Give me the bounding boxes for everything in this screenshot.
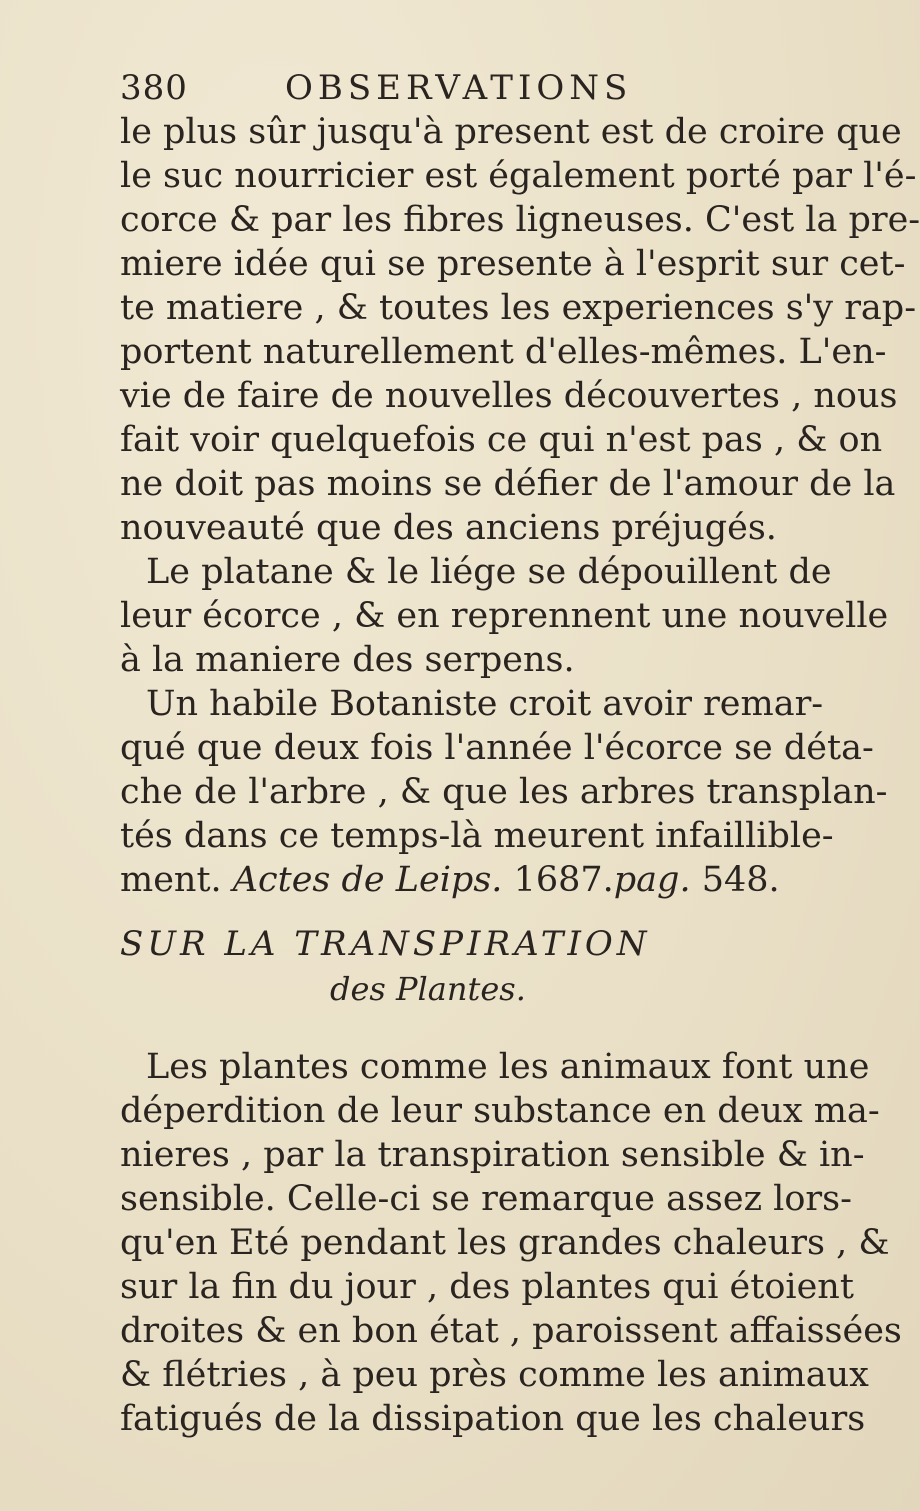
text-line: fatigués de la dissipation que les chaleurs xyxy=(120,1399,866,1439)
text-line: déperdition de leur substance en deux ma- xyxy=(120,1091,880,1131)
text-line: à la maniere des serpens. xyxy=(120,640,575,680)
running-title: OBSERVATIONS xyxy=(285,68,633,108)
text-line: sur la fin du jour , des plantes qui étoient xyxy=(120,1267,854,1307)
text-line: sensible. Celle-ci se remarque assez lors- xyxy=(120,1179,852,1219)
text-line: fait voir quelquefois ce qui n'est pas , & on xyxy=(120,420,883,460)
citation-page: 548. xyxy=(701,860,780,900)
citation-source: Actes de Leips. xyxy=(232,860,503,900)
text-line: corce & par les fibres ligneuses. C'est la pre- xyxy=(120,200,920,240)
text-line: Un habile Botaniste croit avoir remar- xyxy=(146,684,824,724)
text-line: droites & en bon état , paroissent affaissées xyxy=(120,1311,902,1351)
text-line: miere idée qui se presente à l'esprit sur cet- xyxy=(120,244,906,284)
text-line: portent naturellement d'elles-mêmes. L'en- xyxy=(120,332,887,372)
page-header xyxy=(120,66,790,110)
text-line: le suc nourricier est également porté par l'é- xyxy=(120,156,917,196)
text-line: leur écorce , & en reprennent une nouvelle xyxy=(120,596,889,636)
citation-lead: ment. xyxy=(120,860,222,900)
text-line: vie de faire de nouvelles découvertes , nous xyxy=(120,376,898,416)
text-line: qu'en Eté pendant les grandes chaleurs , & xyxy=(120,1223,890,1263)
text-line: nouveauté que des anciens préjugés. xyxy=(120,508,777,548)
text-line: nieres , par la transpiration sensible & in- xyxy=(120,1135,865,1175)
text-line: che de l'arbre , & que les arbres transplan- xyxy=(120,772,888,812)
citation-pag: pag. xyxy=(613,860,691,900)
citation-year: 1687. xyxy=(513,860,614,900)
section-subtitle: des Plantes. xyxy=(330,970,526,1008)
text-line: & flétries , à peu près comme les animaux xyxy=(120,1355,869,1395)
page-number: 380 xyxy=(120,68,188,108)
text-line: le plus sûr jusqu'à present est de croire que xyxy=(120,112,902,152)
text-line: tés dans ce temps-là meurent infaillible- xyxy=(120,816,834,856)
text-line: qué que deux fois l'année l'écorce se déta- xyxy=(120,728,874,768)
text-line: Le platane & le liége se dépouillent de xyxy=(146,552,832,592)
section-title: SUR LA TRANSPIRATION xyxy=(120,924,651,964)
text-line: Les plantes comme les animaux font une xyxy=(146,1047,870,1087)
citation-line xyxy=(120,858,800,902)
text-line: ne doit pas moins se défier de l'amour de la xyxy=(120,464,896,504)
text-line: te matiere , & toutes les experiences s'y rap- xyxy=(120,288,917,328)
